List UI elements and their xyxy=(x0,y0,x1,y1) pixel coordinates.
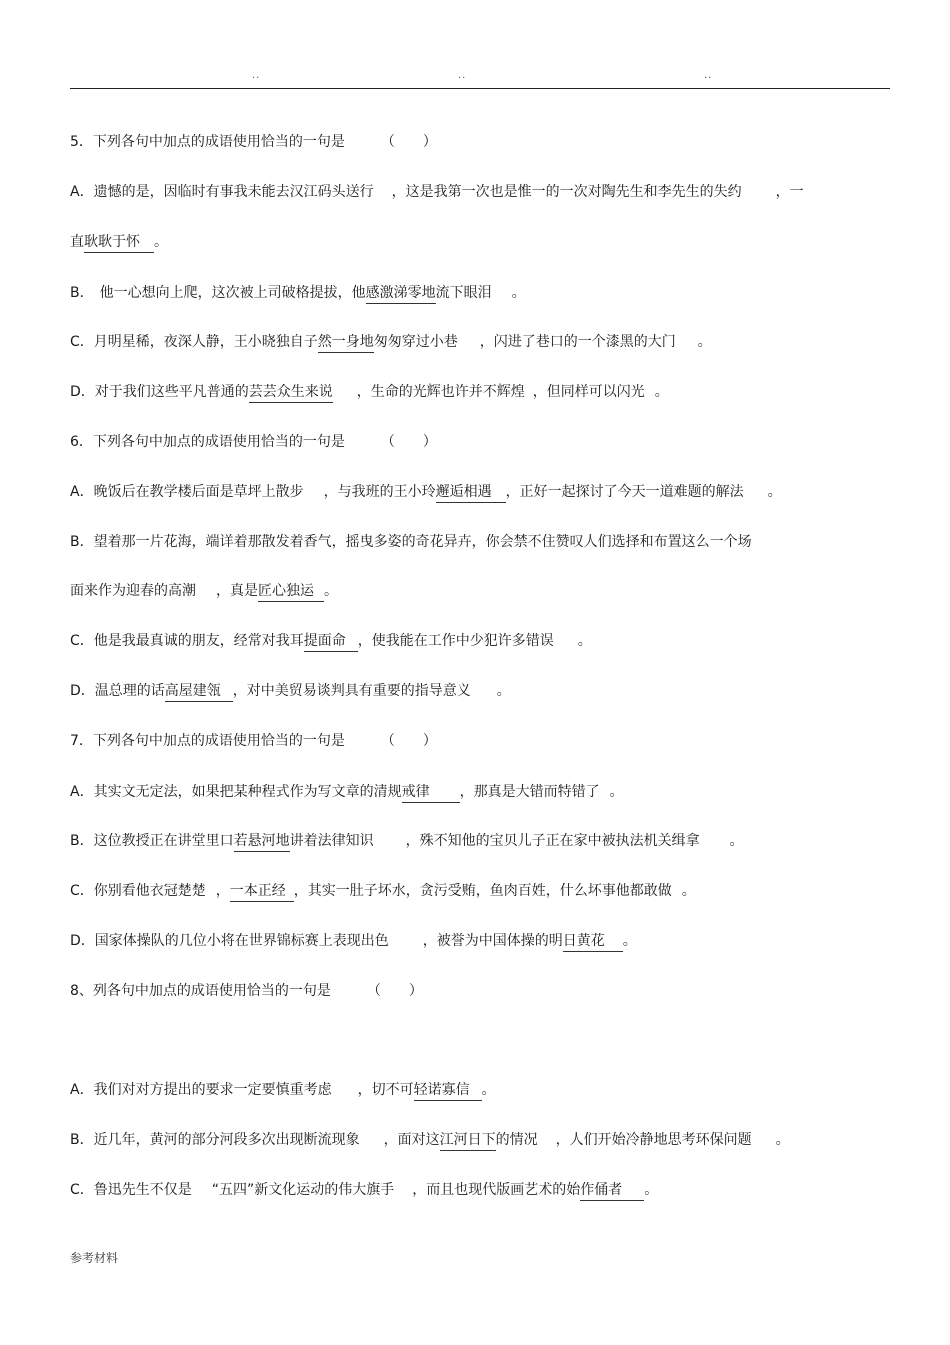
underlined-idiom: 作俑者 xyxy=(580,1180,644,1201)
underlined-idiom: 芸芸众生来说 xyxy=(249,382,333,403)
question-8-stem: 8、列各句中加点的成语使用恰当的一句是 （ ） xyxy=(70,983,423,999)
header-dots: .. xyxy=(458,70,467,81)
question-6-option-b-cont: 面来作为迎春的高潮 ，真是匠心独运 。 xyxy=(70,581,338,602)
underlined-idiom: 匠心独运 xyxy=(258,581,324,602)
question-8-option-c: C．鲁迅先生不仅是 “五四”新文化运动的伟大旗手 ，而且也现代版画艺术的始作俑者 。 xyxy=(70,1180,658,1201)
underlined-idiom: 感激涕零地 xyxy=(366,283,436,304)
answer-blank: （ ） xyxy=(380,434,437,450)
header-dots: .. xyxy=(252,70,261,81)
answer-blank: （ ） xyxy=(380,733,437,749)
question-7-option-b: B．这位教授正在讲堂里口若悬河地讲着法律知识 ，殊不知他的宝贝儿子正在家中被执法机关缉拿 。 xyxy=(70,831,744,852)
question-6-stem: 6．下列各句中加点的成语使用恰当的一句是 （ ） xyxy=(70,434,437,450)
underlined-idiom: 高屋建瓴 xyxy=(165,681,233,702)
underlined-idiom: 戒律 xyxy=(402,782,460,803)
question-5-option-a: A．遗憾的是，因临时有事我未能去汉江码头送行 ，这是我第一次也是惟一的一次对陶先生和李先生的失约 ，一 xyxy=(70,184,804,200)
question-7-option-a: A．其实文无定法，如果把某种程式作为写文章的清规戒律 ，那真是大错而特错了 。 xyxy=(70,782,624,803)
underlined-idiom: 江河日下 xyxy=(440,1130,496,1151)
question-5-option-d: D．对于我们这些平凡普通的芸芸众生来说 ，生命的光辉也许并不辉煌 ，但同样可以闪光 。 xyxy=(70,382,669,403)
question-5-option-b: B． 他一心想向上爬，这次被上司破格提拔，他感激涕零地流下眼泪 。 xyxy=(70,283,526,304)
question-8-option-a: A．我们对对方提出的要求一定要慎重考虑 ，切不可轻诺寡信 。 xyxy=(70,1080,496,1101)
underlined-idiom: 一本正经 xyxy=(230,881,294,902)
question-5-option-c: C．月明星稀，夜深人静，王小晓独自子然一身地匆匆穿过小巷 ，闪进了巷口的一个漆黑的大门 。 xyxy=(70,332,712,353)
answer-blank: （ ） xyxy=(366,983,423,999)
question-7-option-c: C．你别看他衣冠楚楚 ，一本正经 ，其实一肚子坏水，贪污受贿，鱼肉百姓，什么坏事他都敢做 。 xyxy=(70,881,696,902)
question-6-option-c: C．他是我最真诚的朋友，经常对我耳提面命 ，使我能在工作中少犯许多错误 。 xyxy=(70,631,592,652)
question-5-stem: 5．下列各句中加点的成语使用恰当的一句是 （ ） xyxy=(70,134,437,150)
underlined-idiom: 日黄花 xyxy=(563,931,623,952)
question-6-option-a: A．晚饭后在教学楼后面是草坪上散步 ，与我班的王小玲邂逅相遇 ，正好一起探讨了今天一道难题的解法 。 xyxy=(70,482,782,503)
underlined-idiom: 然一身地 xyxy=(318,332,374,353)
question-7-option-d: D．国家体操队的几位小将在世界锦标赛上表现出色 ，被誉为中国体操的明日黄花 。 xyxy=(70,931,637,952)
question-5-option-a-cont: 直耿耿于怀 。 xyxy=(70,232,168,253)
question-6-option-d: D．温总理的话高屋建瓴 ，对中美贸易谈判具有重要的指导意义 。 xyxy=(70,681,511,702)
question-6-option-b: B．望着那一片花海，端详着那散发着香气，摇曳多姿的奇花异卉，你会禁不住赞叹人们选择和布置这么一个场 xyxy=(70,534,752,550)
question-8-option-b: B．近几年，黄河的部分河段多次出现断流现象 ，面对这江河日下的情况 ，人们开始冷静地思考环保问题 。 xyxy=(70,1130,790,1151)
underlined-idiom: 轻诺寡信 xyxy=(414,1080,482,1101)
underlined-idiom: 耿耿于怀 xyxy=(84,232,154,253)
underlined-idiom: 提面命 xyxy=(304,631,358,652)
question-7-stem: 7．下列各句中加点的成语使用恰当的一句是 （ ） xyxy=(70,733,437,749)
header-rule xyxy=(70,88,890,89)
underlined-idiom: 邂逅相遇 xyxy=(436,482,506,503)
answer-blank: （ ） xyxy=(380,134,437,150)
underlined-idiom: 若悬河地 xyxy=(234,831,290,852)
footer-text: 参考材料 xyxy=(70,1251,119,1265)
header-dots: .. xyxy=(704,70,713,81)
